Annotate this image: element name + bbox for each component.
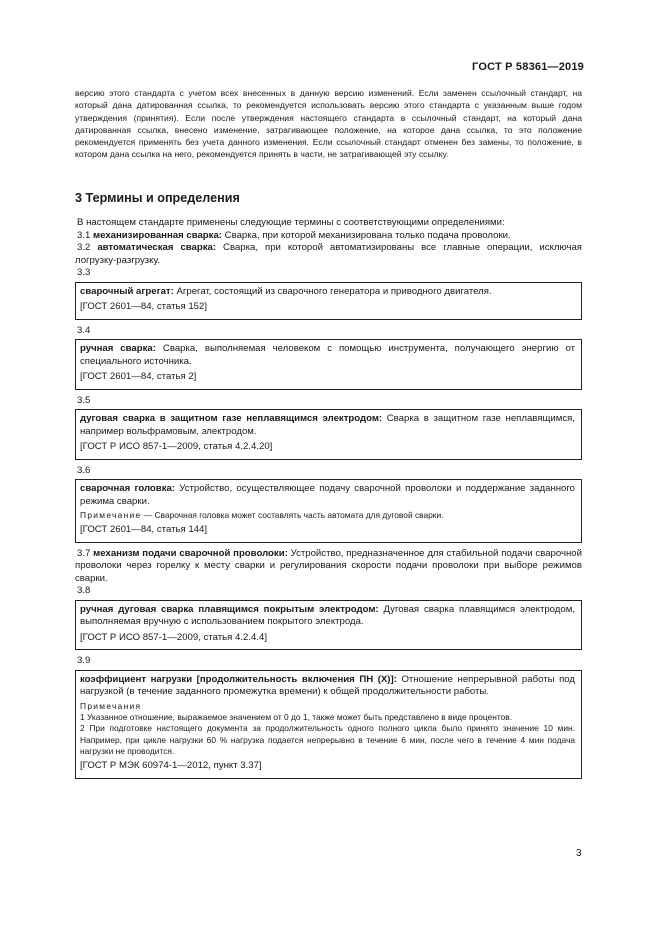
term-box-3-9 xyxy=(75,670,582,779)
term-source: [ГОСТ Р ИСО 857-1—2009, статья 4.2.4.20] xyxy=(80,441,273,452)
notes-label: Примечания xyxy=(80,700,142,711)
term-3-2 xyxy=(75,242,582,267)
term-definition: Отношение непрерывной работы под нагрузкой (в течение заданного промежутка времени) к общей продолжительности работы. xyxy=(80,673,575,698)
intro-text: версию этого стандарта с учетом всех внесенных в данную версию изменений. Если заменен ссылочный стандарт, на который дана датированная ссылка, то рекомендуется использовать версию этого стандарта с указанным выше годом утверждения (принятия). Если после утверждения настоящего стандарта в ссылочный стандарт, на который дана датированная ссылка, внесено изменение, затрагивающее положение, на которое дана ссылка, то это положение рекомендуется применять без учета данного изменения. Если ссылочный стандарт отменен без замены, то положение, в котором дана ссылка на него, рекомендуется принять в части, не затрагивающей эту ссылку. xyxy=(75,88,582,160)
term-box-3-5 xyxy=(75,409,582,460)
note-1: 1 Указанное отношение, выражаемое значением от 0 до 1, также может быть представлено в виде процентов. xyxy=(80,712,513,723)
term-definition: Дуговая сварка плавящимся электродом, выполняемая вручную с использованием покрытого электрода. xyxy=(80,603,575,628)
term-number-3-9: 3.9 xyxy=(77,655,91,667)
term-box-3-6 xyxy=(75,479,582,543)
term-number: 3.1 xyxy=(77,229,91,241)
document-id-header: ГОСТ Р 58361—2019 xyxy=(472,61,584,73)
term-definition: Сварка в защитном газе неплавящимся, например вольфрамовым, электродом. xyxy=(80,413,575,437)
term-name: сварочный агрегат: xyxy=(80,285,174,297)
term-name: дуговая сварка в защитном газе неплавящимся электродом: xyxy=(80,413,383,424)
term-box-3-3 xyxy=(75,282,582,320)
term-number-3-4: 3.4 xyxy=(77,324,91,336)
term-name: коэффициент нагрузки [продолжительность включения ПН (X)]: xyxy=(80,673,397,685)
term-name: сварочная головка: xyxy=(80,483,176,494)
term-3-7 xyxy=(75,548,582,586)
term-name: механизм подачи сварочной проволоки: xyxy=(93,547,288,559)
term-name: ручная дуговая сварка плавящимся покрытым электродом: xyxy=(80,603,379,615)
term-source: [ГОСТ 2601—84, статья 144] xyxy=(80,524,207,536)
term-definition: Сварка, выполняемая человеком с помощью инструмента, получающего энергию от специального источника. xyxy=(80,343,575,367)
term-definition: Агрегат, состоящий из сварочного генератора и приводного двигателя. xyxy=(173,285,492,297)
term-source: [ГОСТ 2601—84, статья 2] xyxy=(80,371,197,382)
term-source: [ГОСТ 2601—84, статья 152] xyxy=(80,301,207,312)
term-3-1 xyxy=(75,230,582,243)
note-text: — Сварочная головка может составлять часть автомата для дуговой сварки. xyxy=(141,510,444,520)
term-number-3-3: 3.3 xyxy=(77,267,91,278)
note-2: 2 При подготовке настоящего документа за продолжительность одного полного цикла было принято значение 10 мин. Например, при цикле нагрузки 60 % нагрузка подается непрерывно в течение 6 мин, после чего в течение 4 мин подача нагрузки не проводится. xyxy=(80,723,575,756)
term-box-3-4 xyxy=(75,339,582,390)
term-source: [ГОСТ Р ИСО 857-1—2009, статья 4.2.4.4] xyxy=(80,631,267,643)
term-definition: Сварка, при которой механизирована только подача проволоки. xyxy=(222,229,511,241)
term-name: автоматическая сварка: xyxy=(97,242,217,253)
page-number: 3 xyxy=(576,848,582,859)
term-definition: Устройство, осуществляющее подачу сварочной проволоки и поддержание заданного режима сварки. xyxy=(80,483,575,507)
intro-paragraph xyxy=(75,87,582,161)
term-definition: Сварка, при которой автоматизированы все главные операции, исключая логрузку-разгрузку. xyxy=(75,242,582,266)
term-name: механизированная сварка: xyxy=(93,229,223,241)
term-number-3-6: 3.6 xyxy=(77,464,91,476)
term-box-3-8 xyxy=(75,600,582,651)
term-name: ручная сварка: xyxy=(80,343,156,354)
section-title: 3 Термины и определения xyxy=(75,191,240,205)
term-number-3-8: 3.8 xyxy=(77,585,91,597)
term-source: [ГОСТ Р МЭК 60974-1—2012, пункт 3.37] xyxy=(80,760,262,772)
term-number-3-5: 3.5 xyxy=(77,394,91,406)
term-definition: Устройство, предназначенное для стабильной подачи сварочной проволоки через горелку к месту сварки и регулирования скорости подачи проволоки при выборе режимов сварки. xyxy=(75,547,582,584)
term-note xyxy=(80,510,575,521)
term-notes xyxy=(80,701,575,757)
term-number: 3.7 xyxy=(77,547,91,559)
terms-body xyxy=(75,217,582,784)
note-label: Примечание xyxy=(80,510,142,520)
lead-sentence: В настоящем стандарте применены следующие термины с соответствующими определениями: xyxy=(77,217,505,228)
term-number: 3.2 xyxy=(77,242,91,253)
